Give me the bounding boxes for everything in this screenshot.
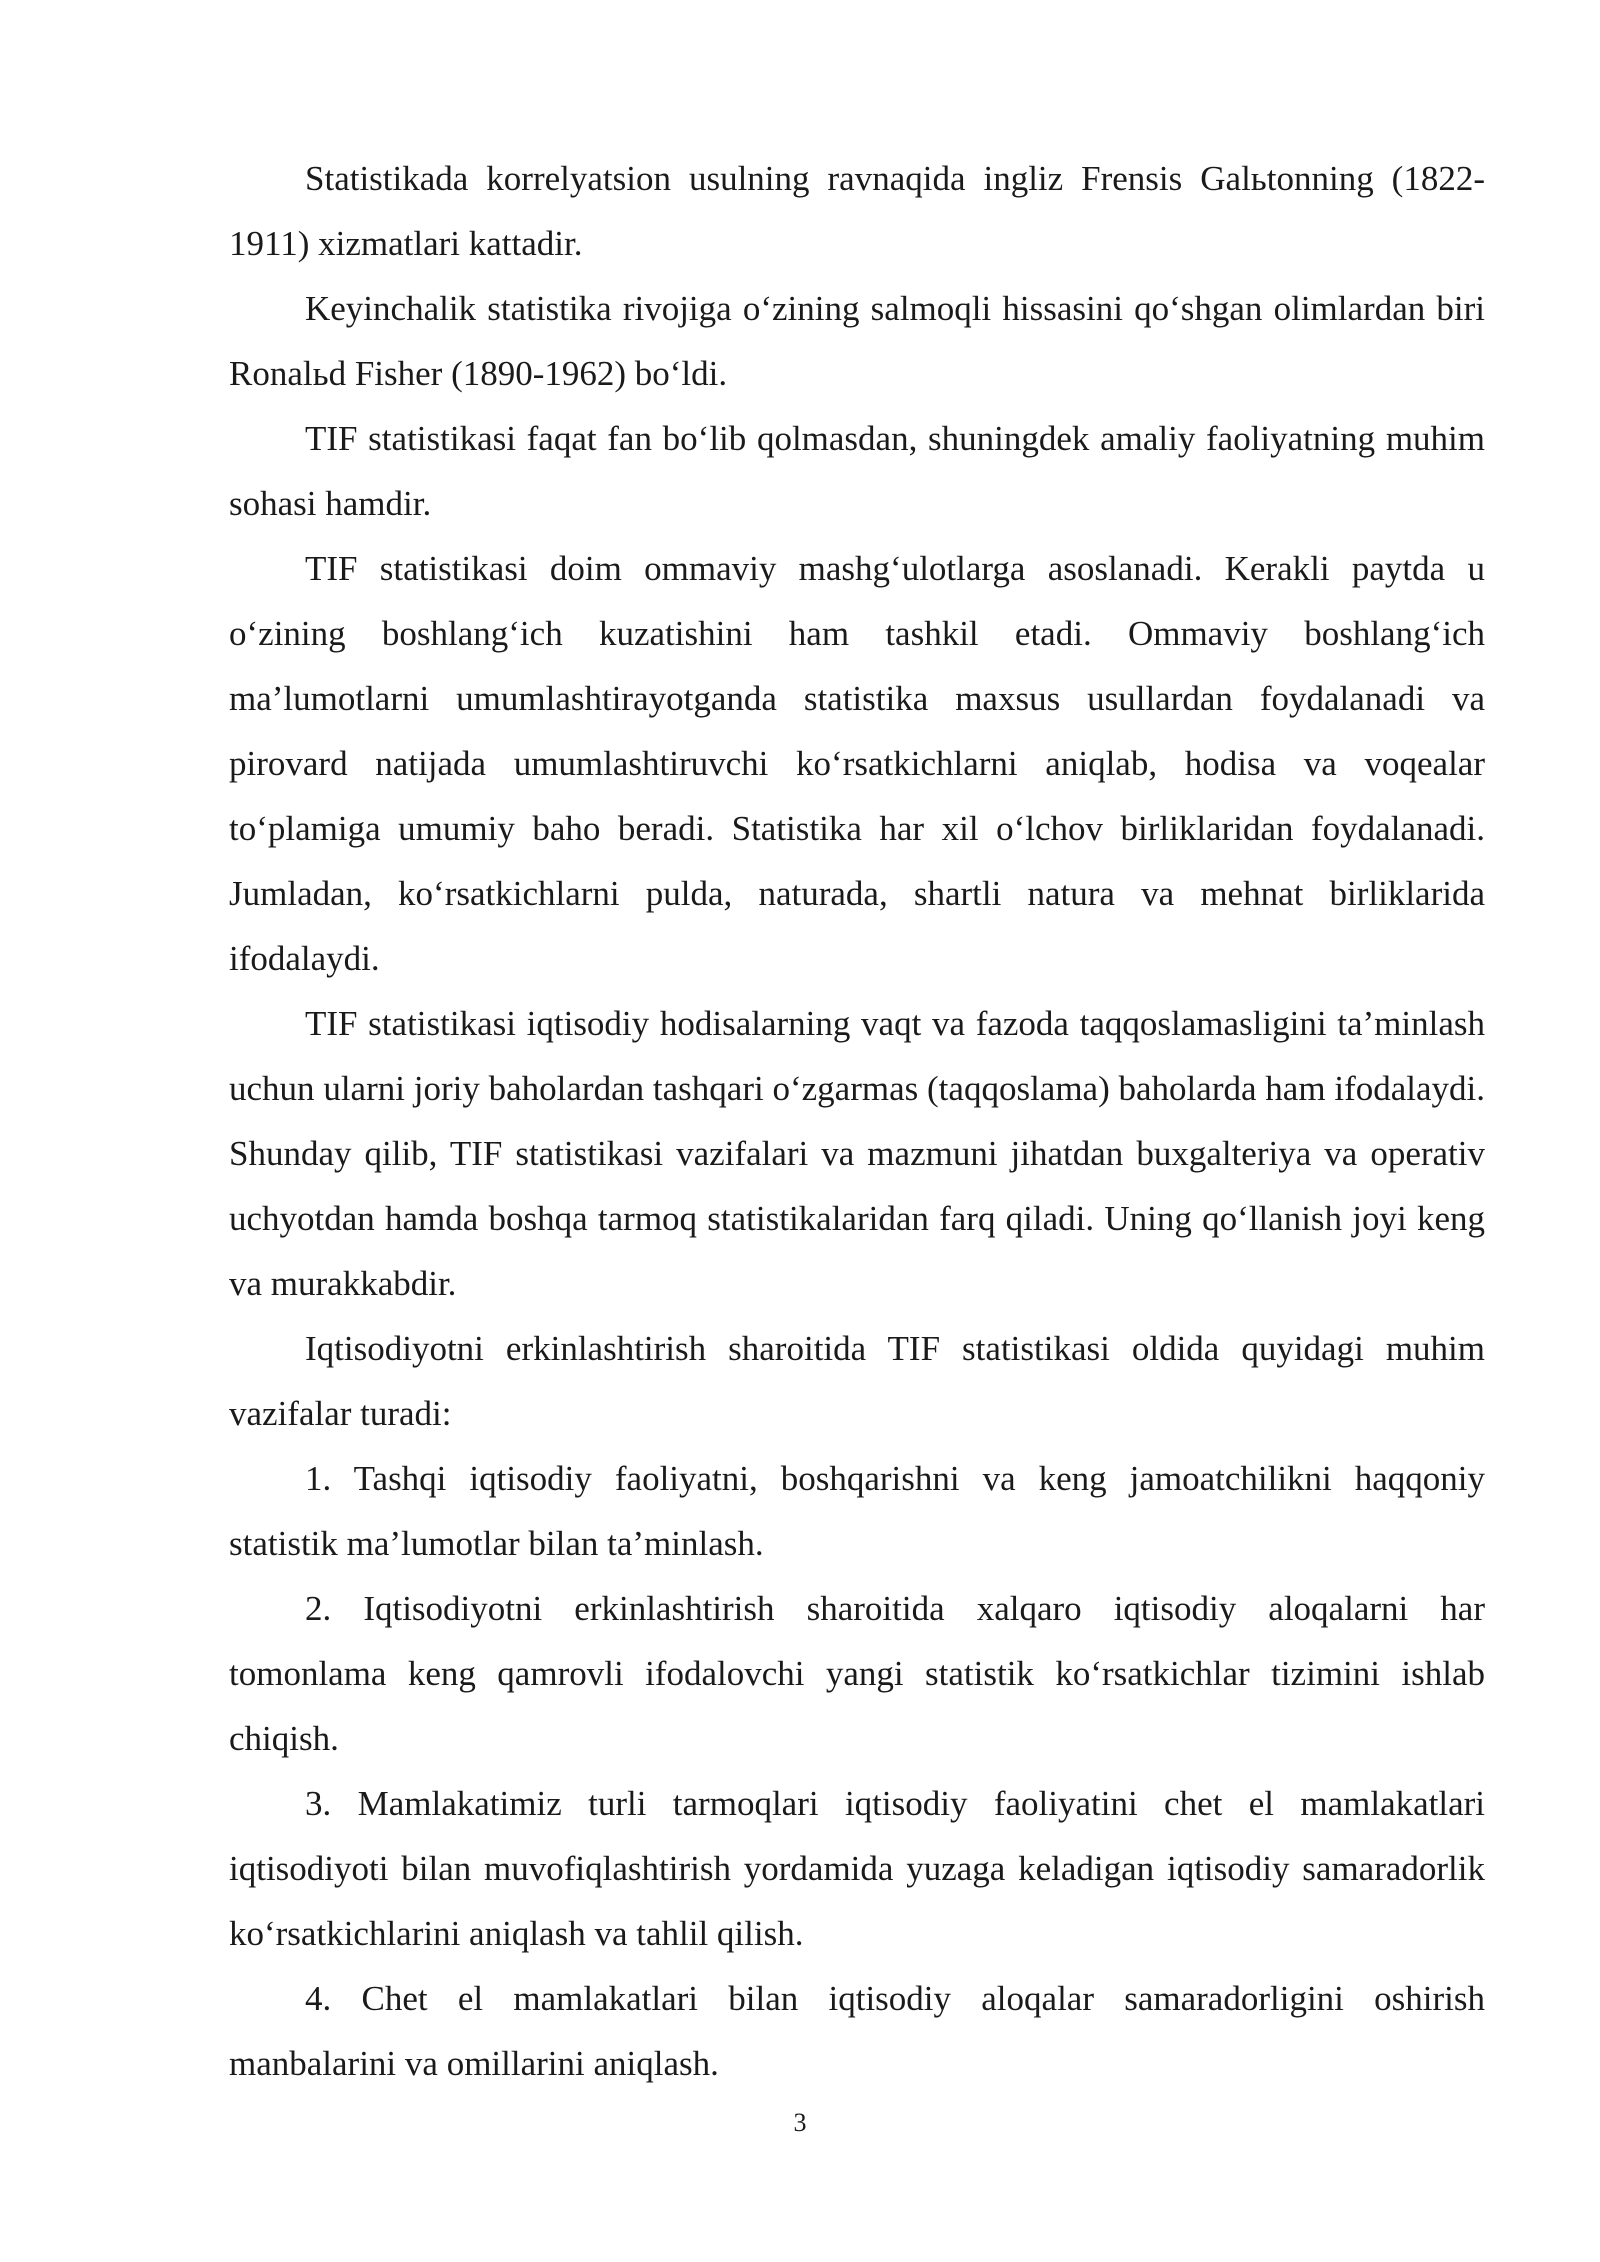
body-text (229, 146, 1485, 2096)
paragraph: Statistikada korrelyatsion usulning ravnaqida ingliz Frensis Galьtonning (1822-1911) xizmatlari kattadir. (229, 159, 1485, 263)
list-item: 2. Iqtisodiyotni erkinlashtirish sharoitida xalqaro iqtisodiy aloqalarni har tomonlama keng qamrovli ifodalovchi yangi statistik ko‘rsatkichlar tizimini ishlab chiqish. (229, 1589, 1485, 1758)
paragraph: Keyinchalik statistika rivojiga o‘zining salmoqli hissasini qo‘shgan olimlardan biri Ronalьd Fisher (1890-1962) bo‘ldi. (229, 289, 1485, 393)
paragraph: TIF statistikasi doim ommaviy mashg‘ulotlarga asoslanadi. Kerakli paytda u o‘zining boshlang‘ich kuzatishini ham tashkil etadi. Ommaviy boshlang‘ich ma’lumotlarni umumlashtirayotganda statistika maxsus usullardan foydalanadi va pirovard natijada umumlashtiruvchi ko‘rsatkichlarni aniqlab, hodisa va voqealar to‘plamiga umumiy baho beradi. Statistika har xil o‘lchov birliklaridan foydalanadi. Jumladan, ko‘rsatkichlarni pulda, naturada, shartli natura va mehnat birliklarida ifodalaydi. (229, 549, 1485, 978)
list-item: 1. Tashqi iqtisodiy faoliyatni, boshqarishni va keng jamoatchilikni haqqoniy statistik ma’lumotlar bilan ta’minlash. (229, 1459, 1485, 1563)
paragraph: Iqtisodiyotni erkinlashtirish sharoitida TIF statistikasi oldida quyidagi muhim vazifalar turadi: (229, 1329, 1485, 1433)
page-number: 3 (793, 2108, 807, 2137)
list-item: 4. Chet el mamlakatlari bilan iqtisodiy aloqalar samaradorligini oshirish manbalarini va omillarini aniqlash. (229, 1979, 1485, 2083)
paragraph: TIF statistikasi iqtisodiy hodisalarning vaqt va fazoda taqqoslamasligini ta’minlash uchun ularni joriy baholardan tashqari o‘zgarmas (taqqoslama) baholarda ham ifodalaydi. Shunday qilib, TIF statistikasi vazifalari va mazmuni jihatdan buxgalteriya va operativ uchyotdan hamda boshqa tarmoq statistikalaridan farq qiladi. Uning qo‘llanish joyi keng va murakkabdir. (229, 1004, 1485, 1303)
list-item: 3. Mamlakatimiz turli tarmoqlari iqtisodiy faoliyatini chet el mamlakatlari iqtisodiyoti bilan muvofiqlashtirish yordamida yuzaga keladigan iqtisodiy samaradorlik ko‘rsatkichlarini aniqlash va tahlil qilish. (229, 1784, 1485, 1953)
paragraph: TIF statistikasi faqat fan bo‘lib qolmasdan, shuningdek amaliy faoliyatning muhim sohasi hamdir. (229, 419, 1485, 523)
